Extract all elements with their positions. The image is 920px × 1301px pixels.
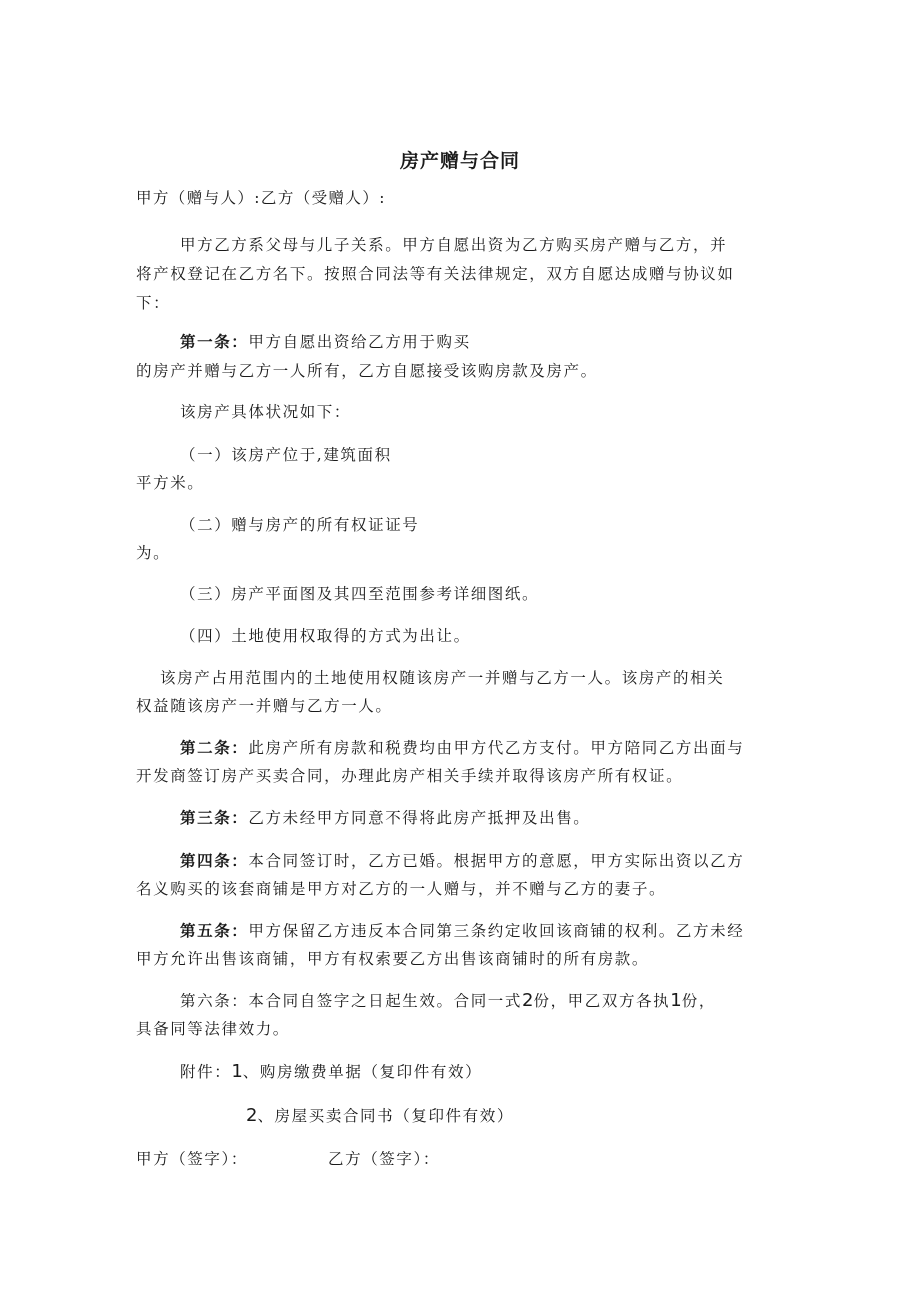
article-1-label: 第一条： (180, 332, 249, 351)
intro-line-3: 下： (136, 294, 171, 312)
article-2-line-2: 开发商签订房产买卖合同，办理此房产相关手续并取得该房产所有权证。 (136, 767, 684, 785)
signature-party-a: 甲方（签字）： (136, 1150, 248, 1168)
article-5-line-1: 第五条：甲方保留乙方违反本合同第三条约定收回该商铺的权利。乙方未经 (180, 921, 745, 940)
article-3-line: 第三条：乙方未经甲方同意不得将此房产抵押及出售。 (180, 808, 591, 827)
land-line-1: 该房产占用范围内的土地使用权随该房产一并赠与乙方一人。该房产的相关 (160, 669, 725, 687)
article-6-line-1: 第六条：本合同自签字之日起生效。合同一式2份，甲乙双方各执1份， (180, 990, 716, 1011)
article-3-label: 第三条： (180, 808, 249, 827)
item-2-line-1: （二）赠与房产的所有权证证号 (180, 516, 420, 534)
attachment-2-line: 2、房屋买卖合同书（复印件有效） (246, 1105, 514, 1126)
article-2-label: 第二条： (180, 738, 249, 757)
article-5-label: 第五条： (180, 921, 249, 940)
article-1-line-1: 第一条：甲方自愿出资给乙方用于购买 (180, 332, 471, 351)
parties-line: 甲方（赠与人）:乙方（受赠人）: (136, 189, 386, 207)
article-2-line-1: 第二条：此房产所有房款和税费均由甲方代乙方支付。甲方陪同乙方出面与 (180, 738, 745, 757)
document-title: 房产赠与合同 (399, 150, 520, 172)
intro-line-1: 甲方乙方系父母与儿子关系。甲方自愿出资为乙方购买房产赠与乙方，并 (180, 236, 728, 254)
item-2-line-2: 为。 (136, 544, 171, 562)
attachment-label: 附件： (180, 1063, 232, 1081)
item-1-line-2: 平方米。 (136, 474, 205, 492)
article-4-line-2: 名义购买的该套商铺是甲方对乙方的一人赠与，并不赠与乙方的妻子。 (136, 880, 667, 898)
item-4-line: （四）土地使用权取得的方式为出让。 (180, 627, 471, 645)
signature-party-b: 乙方（签字）： (328, 1150, 440, 1168)
details-heading: 该房产具体状况如下： (180, 403, 352, 421)
article-6-line-2: 具备同等法律效力。 (136, 1020, 290, 1038)
copies-count: 2 (522, 990, 534, 1011)
article-4-label: 第四条： (180, 851, 249, 870)
land-line-2: 权益随该房产一并赠与乙方一人。 (136, 697, 393, 715)
intro-line-2: 将产权登记在乙方名下。按照合同法等有关法律规定，双方自愿达成赠与协议如 (136, 265, 735, 283)
copies-each: 1 (670, 990, 682, 1011)
article-5-line-2: 甲方允许出售该商铺，甲方有权索要乙方出售该商铺时的所有房款。 (136, 950, 650, 968)
item-3-line: （三）房产平面图及其四至范围参考详细图纸。 (180, 585, 540, 603)
attachment-1-line: 附件：1、购房缴费单据（复印件有效） (180, 1061, 483, 1082)
item-1-line-1: （一）该房产位于,建筑面积 (180, 446, 392, 464)
article-1-line-2: 的房产并赠与乙方一人所有，乙方自愿接受该购房款及房产。 (136, 362, 598, 380)
article-4-line-1: 第四条：本合同签订时，乙方已婚。根据甲方的意愿，甲方实际出资以乙方 (180, 851, 745, 870)
